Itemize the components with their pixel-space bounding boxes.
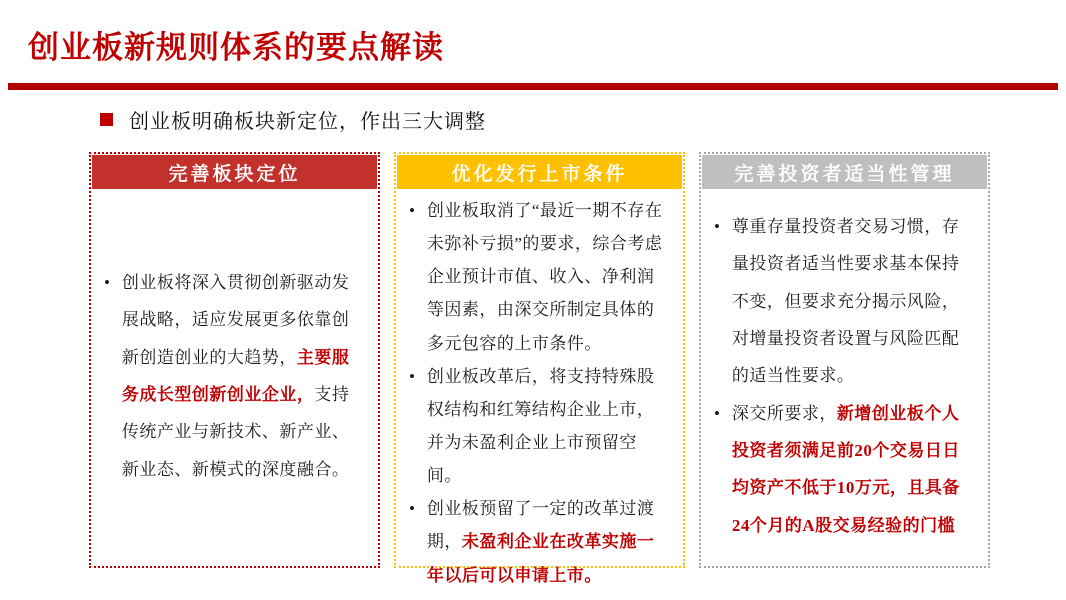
column-body [91,190,378,566]
column-body [396,190,683,600]
title-divider [8,83,1058,90]
column-header: 完善板块定位 [92,155,377,189]
three-column-layout [89,152,990,585]
column-body [701,190,988,566]
bullet-item [409,360,670,493]
body-text: 创业板改革后，将支持特殊股权结构和红筹结构企业上市，并为未盈利企业上市预留空间。 [426,366,655,486]
bullet-item [714,395,975,545]
dot-bullet-icon: • [104,272,111,292]
dot-bullet-icon: • [409,366,416,386]
column-header: 完善投资者适当性管理 [702,155,987,189]
square-bullet-icon [100,113,113,126]
body-text: 创业板取消了“最近一期不存在未弥补亏损”的要求，综合考虑企业预计市值、收入、净利润等因素，由深交所制定具体的多元包容的上市条件。 [426,201,663,353]
column-listing-conditions [394,152,685,585]
bullet-item [409,492,670,591]
dot-bullet-icon: • [409,499,416,519]
column-board-positioning [89,152,380,568]
bullet-item [104,264,365,488]
bullet-item [409,194,670,360]
column-header: 优化发行上市条件 [397,155,682,189]
page-title: 创业板新规则体系的要点解读 [28,30,444,65]
body-text: 尊重存量投资者交易习惯，存量投资者适当性要求基本保持不变，但要求充分揭示风险，对增量投资者设置与风险匹配的适当性要求。 [731,216,960,386]
dot-bullet-icon: • [409,201,416,220]
column-investor-suitability [699,152,990,568]
emphasis-text: 主要服务成长型创新创业企业， [121,347,350,404]
dot-bullet-icon: • [714,216,721,236]
dot-bullet-icon: • [714,403,721,423]
body-text: 创业板将深入贯彻创新驱动发展战略，适应发展更多依靠创新创造创业的大趋势， [121,272,350,367]
bullet-item [714,208,975,395]
body-text: 创业板预留了一定的改革过渡期， [426,499,655,552]
subtitle-row [100,105,486,134]
subtitle-text: 创业板明确板块新定位，作出三大调整 [129,111,486,133]
emphasis-text: 未盈利企业在改革实施一年以后可以申请上市。 [426,532,655,585]
body-text: 支持传统产业与新技术、新产业、新业态、新模式的深度融合。 [121,385,350,479]
body-text: 深交所要求， [731,403,837,423]
emphasis-text: 新增创业板个人投资者须满足前20个交易日日均资产不低于10万元，且具备24个月的A股交易经验的门槛 [731,403,960,535]
